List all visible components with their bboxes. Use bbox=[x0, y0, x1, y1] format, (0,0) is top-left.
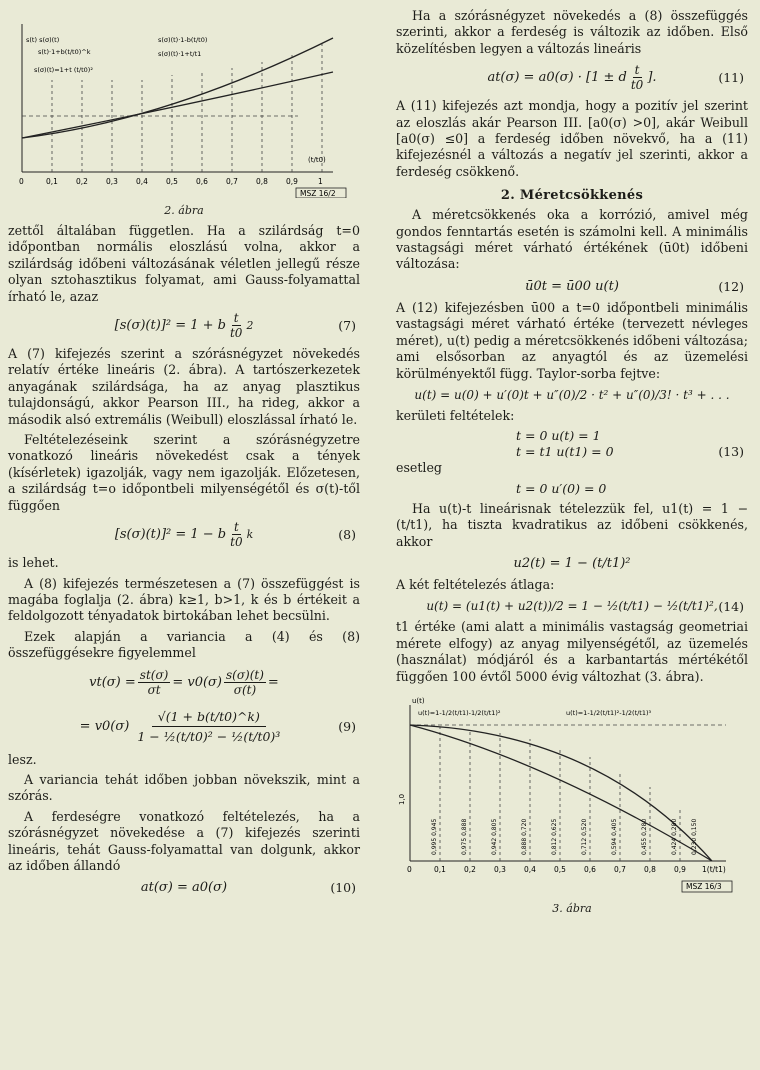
fig3-value-label: 0,712 0,520 bbox=[581, 818, 588, 855]
fig3-value-label: 0,995 0,945 bbox=[431, 818, 438, 855]
fig3-tick: 0,2 bbox=[464, 864, 476, 874]
eq9a-lhs: vt(σ) = bbox=[89, 674, 136, 690]
equation-9b bbox=[8, 707, 360, 746]
eq7-number: (7) bbox=[338, 318, 356, 334]
fig3-value-label: 0,230 0,150 bbox=[691, 818, 698, 855]
fig2-label-5: (t/t0) bbox=[308, 156, 326, 164]
figure-2 bbox=[8, 0, 360, 217]
left-paragraph-2: A (7) kifejezés szerint a szórásnégyzet növekedés relatív értéke lineáris (2. ábra). A tartószerkezetek anyagának szilárdsága, ha az anyag plasztikus tulajdonságú, akkor Pearson III., ha rideg, akkor a második alsó extremális (Weibull) eloszlással írható le. bbox=[8, 346, 360, 427]
eq11-end: ]. bbox=[647, 70, 657, 86]
section-title: 2. Méretcsökkenés bbox=[500, 188, 644, 204]
eq7-power: 2 bbox=[246, 319, 254, 333]
fig2-tick: 0,8 bbox=[256, 177, 268, 186]
fig2-curve-lower bbox=[22, 72, 333, 138]
condition-1: t = 0 u(t) = 1 bbox=[516, 428, 601, 444]
fig3-ylabel: 1,0 bbox=[398, 793, 406, 805]
eq9b-top: √(1 + b(t/t0)^k) bbox=[152, 707, 266, 727]
fig3-value-label: 0,888 0,720 bbox=[521, 818, 528, 855]
equation-12 bbox=[396, 279, 748, 294]
figure-3 bbox=[396, 691, 748, 915]
eq10-body: at(σ) = a0(σ) bbox=[140, 880, 228, 896]
fig3-tick: 0,7 bbox=[614, 864, 626, 874]
right-paragraph-9: t1 értéke (ami alatt a minimális vastagság geometriai mérete elfogy) az anyag milyenségétől, az üzemelés (használat) módjáról és a karbantartás mértékétől függően 100 évtől 5000 évig változhat (3. ábra). bbox=[396, 619, 748, 684]
fig2-tick: 0 bbox=[19, 177, 24, 186]
right-paragraph-6: esetleg bbox=[396, 460, 442, 476]
eq9b-fraction bbox=[131, 707, 286, 746]
figure-2-chart bbox=[8, 0, 360, 198]
eq7-frac-bot: t0 bbox=[229, 326, 243, 341]
taylor-body: u(t) = u(0) + u′(0)t + u″(0)/2 · t² + u″(0)/3! · t³ + . . . bbox=[414, 387, 730, 402]
eq7-fraction bbox=[228, 311, 244, 340]
fig2-label-0: s(t) s(σ)(t) bbox=[26, 36, 60, 44]
fig3-value-label: 0,455 0,280 bbox=[641, 818, 648, 855]
eq12-number: (12) bbox=[718, 278, 744, 294]
fig2-ticks bbox=[19, 177, 323, 186]
fig3-tick: 0,3 bbox=[494, 864, 506, 874]
right-paragraph-3: A méretcsökkenés oka a korrózió, amivel még gondos fenntartás esetén is számolni kell. A minimális vastagsági méret várható értékének (ū0t) időbeni változása: bbox=[396, 207, 748, 272]
eq8-frac-top: t bbox=[233, 520, 239, 535]
fig2-tick: 1 bbox=[318, 177, 323, 186]
left-paragraph-1: zettől általában független. Ha a szilárdság t=0 időpontban normális eloszlású volna, akkor a szilárdság időbeni változásának véletlen jellegű része olyan sztohasztikus folyamat, ami Gauss-folyamattal írható le, azaz bbox=[8, 223, 360, 304]
fig3-tick: 0,1 bbox=[434, 864, 446, 874]
fig3-curve-upper bbox=[410, 725, 712, 861]
fig2-gridlines bbox=[52, 40, 322, 172]
eq10-number: (10) bbox=[330, 880, 356, 896]
left-paragraph-3: Feltételezéseink szerint a szórásnégyzetre vonatkozó lineáris növekedést csak a tények (kísérletek) igazolják, vagy nem igazolják. Előzetesen, a szilárdság t=o időpontbeli milyenségétől és σ(t)-től függően bbox=[8, 432, 360, 513]
fig3-tick: 0,4 bbox=[524, 864, 536, 874]
eq11-fraction bbox=[629, 63, 645, 92]
eq9b-lhs: = v0(σ) bbox=[79, 718, 130, 734]
figure-3-caption: 3. ábra bbox=[552, 901, 592, 915]
fig2-label-1: s(t)·1+b(t/t0)^k bbox=[38, 48, 91, 56]
fig3-value-label: 0,594 0,405 bbox=[611, 818, 618, 855]
figure-3-chart bbox=[396, 691, 748, 896]
eq11-frac-bot: t0 bbox=[630, 78, 644, 93]
eq9a-end: = bbox=[267, 674, 279, 690]
left-paragraph-9: A ferdeségre vonatkozó feltételezés, ha a szórásnégyzet növekedése a (7) kifejezés szerinti lineáris, tehát Gauss-folyamattal van dolgunk, akkor az időben állandó bbox=[8, 808, 360, 873]
eq9a-fraction-2 bbox=[224, 668, 266, 697]
condition-3: t = 0 u′(0) = 0 bbox=[516, 480, 607, 496]
eq14-number: (14) bbox=[718, 598, 744, 614]
fig2-label-2: s(σ)(t)=1+t (t/t0)² bbox=[34, 66, 93, 74]
eq9-number: (9) bbox=[338, 718, 356, 734]
equation-8 bbox=[8, 520, 360, 549]
eq8-lhs: [s(σ)(t)]² = 1 − b bbox=[114, 527, 227, 543]
left-paragraph-8: A variancia tehát időben jobban növekszik, mint a szórás. bbox=[8, 771, 360, 804]
fig3-value-label: 0,812 0,625 bbox=[551, 818, 558, 855]
right-paragraph-8: A két feltételezés átlaga: bbox=[396, 576, 555, 592]
taylor-series bbox=[396, 388, 748, 402]
eq11-frac-top: t bbox=[634, 63, 640, 78]
equation-14 bbox=[396, 599, 748, 613]
fig2-tick: 0,5 bbox=[166, 177, 178, 186]
eq8-frac-bot: t0 bbox=[230, 535, 243, 550]
eq9a-f1-top: st(σ) bbox=[139, 667, 169, 682]
left-paragraph-7: lesz. bbox=[8, 751, 37, 767]
eq12-body: ū0t = ū00 u(t) bbox=[525, 278, 619, 294]
fig2-label-4: s(σ)(t)·1+t/t1 bbox=[158, 50, 202, 58]
eq-u2-body: u2(t) = 1 − (t/t1)² bbox=[513, 555, 631, 571]
fig3-stamp: MSZ 16/3 bbox=[686, 881, 722, 891]
fig3-tick: 0,5 bbox=[554, 864, 566, 874]
eq11-number: (11) bbox=[718, 70, 744, 86]
eq7-frac-top: t bbox=[233, 311, 239, 326]
eq9a-mid: = v0(σ) bbox=[172, 674, 223, 690]
fig3-value-label: 0,942 0,805 bbox=[491, 818, 498, 855]
fig3-value-label: 0,424 0,280 bbox=[671, 818, 678, 855]
fig3-label-0: u(t) bbox=[412, 696, 425, 705]
equation-u2 bbox=[396, 556, 748, 571]
fig2-tick: 0,4 bbox=[136, 177, 148, 186]
right-paragraph-4: A (12) kifejezésben ū00 a t=0 időpontbeli minimális vastagsági méret várható értéke (tervezett névleges méret), u(t) pedig a méretcsökkenés időbeni változása; ami elsősorban az anyagtól és az üzemelési körülményektől függ. Taylor-sorba fejtve: bbox=[396, 299, 748, 381]
fig3-ticks bbox=[407, 865, 726, 874]
equation-7 bbox=[8, 311, 360, 340]
fig3-label-2: u(t)=1-1/2(t/t1)²-1/2(t/t1)³ bbox=[566, 708, 652, 717]
fig3-value-label: 0,975 0,888 bbox=[461, 818, 468, 855]
fig3-tick: 0,6 bbox=[584, 864, 596, 874]
fig3-label-1: u(t)=1-1/2(t/t1)-1/2(t/t1)² bbox=[418, 708, 501, 717]
left-paragraph-5: A (8) kifejezés természetesen a (7) összefüggést is magába foglalja (2. ábra) k≥1, b>1, k és b értékeit a feldolgozott tényadatok birtokában lehet becsülni. bbox=[8, 575, 360, 624]
equation-11 bbox=[396, 63, 748, 92]
eq9a-fraction-1 bbox=[138, 668, 171, 697]
eq9a-f1-bot: σt bbox=[147, 682, 161, 697]
eq13-number: (13) bbox=[718, 444, 744, 460]
eq8-number: (8) bbox=[338, 527, 356, 543]
equation-9a bbox=[8, 668, 360, 697]
fig3-tick: 1(t/t1) bbox=[702, 864, 726, 874]
condition-2-text: t = t1 u(t1) = 0 bbox=[516, 444, 614, 460]
eq8-fraction bbox=[228, 520, 244, 549]
fig3-value-labels bbox=[431, 819, 698, 855]
right-paragraph-7: Ha u(t)-t lineárisnak tételezzük fel, u1(t) = 1 − (t/t1), ha tiszta kvadratikus az időbeni csökkenés, akkor bbox=[396, 500, 748, 549]
fig2-tick: 0,7 bbox=[226, 177, 238, 186]
eq9a-f2-bot: σ(t) bbox=[233, 682, 257, 697]
fig3-curve-lower bbox=[410, 725, 712, 861]
eq8-power: k bbox=[246, 528, 254, 542]
fig3-tick: 0,8 bbox=[644, 864, 656, 874]
eq14-body: u(t) = (u1(t) + u2(t))/2 = 1 − ½(t/t1) − ½(t/t1)², bbox=[426, 599, 718, 614]
right-paragraph-5: kerületi feltételek: bbox=[396, 407, 515, 423]
eq11-lhs: at(σ) = a0(σ) · [1 ± d bbox=[487, 70, 627, 86]
condition-2 bbox=[516, 444, 748, 460]
left-paragraph-4: is lehet. bbox=[8, 555, 59, 571]
eq7-lhs: [s(σ)(t)]² = 1 + b bbox=[114, 318, 226, 334]
right-paragraph-1: Ha a szórásnégyzet növekedés a (8) összefüggés szerinti, akkor a ferdeség is változik az időben. Első közelítésben legyen a változás lineáris bbox=[396, 8, 748, 56]
eq9b-bot: 1 − ½(t/t0)² − ½(t/t0)³ bbox=[137, 728, 281, 744]
fig2-tick: 0,2 bbox=[76, 177, 88, 186]
fig2-tick: 0,3 bbox=[106, 177, 118, 186]
fig2-label-3: s(σ)(t)·1-b(t/t0) bbox=[158, 36, 208, 44]
fig2-tick: 0,6 bbox=[196, 177, 208, 186]
right-column bbox=[396, 0, 748, 1070]
fig2-tick: 0,9 bbox=[286, 177, 298, 186]
fig2-stamp: MSZ 16/2 bbox=[300, 189, 336, 198]
fig2-tick: 0,1 bbox=[46, 177, 58, 186]
right-paragraph-2: A (11) kifejezés azt mondja, hogy a pozitív jel szerint az eloszlás akár Pearson III. [a0(σ) >0], akár Weibull [a0(σ) ≤0] a ferdeség időben növekvő, ha a (11) kifejezésnél a változás a negatív jel szerinti, akkor a ferdeség csökkenő. bbox=[396, 98, 748, 179]
fig3-tick: 0 bbox=[407, 864, 412, 874]
eq9a-f2-top: s(σ)(t) bbox=[226, 667, 264, 682]
left-column bbox=[8, 0, 360, 1070]
figure-2-caption: 2. ábra bbox=[164, 204, 204, 217]
equation-10 bbox=[8, 880, 360, 895]
left-paragraph-6: Ezek alapján a variancia a (4) és (8) összefüggésekre figyelemmel bbox=[8, 628, 360, 661]
fig3-tick: 0,9 bbox=[674, 864, 686, 874]
